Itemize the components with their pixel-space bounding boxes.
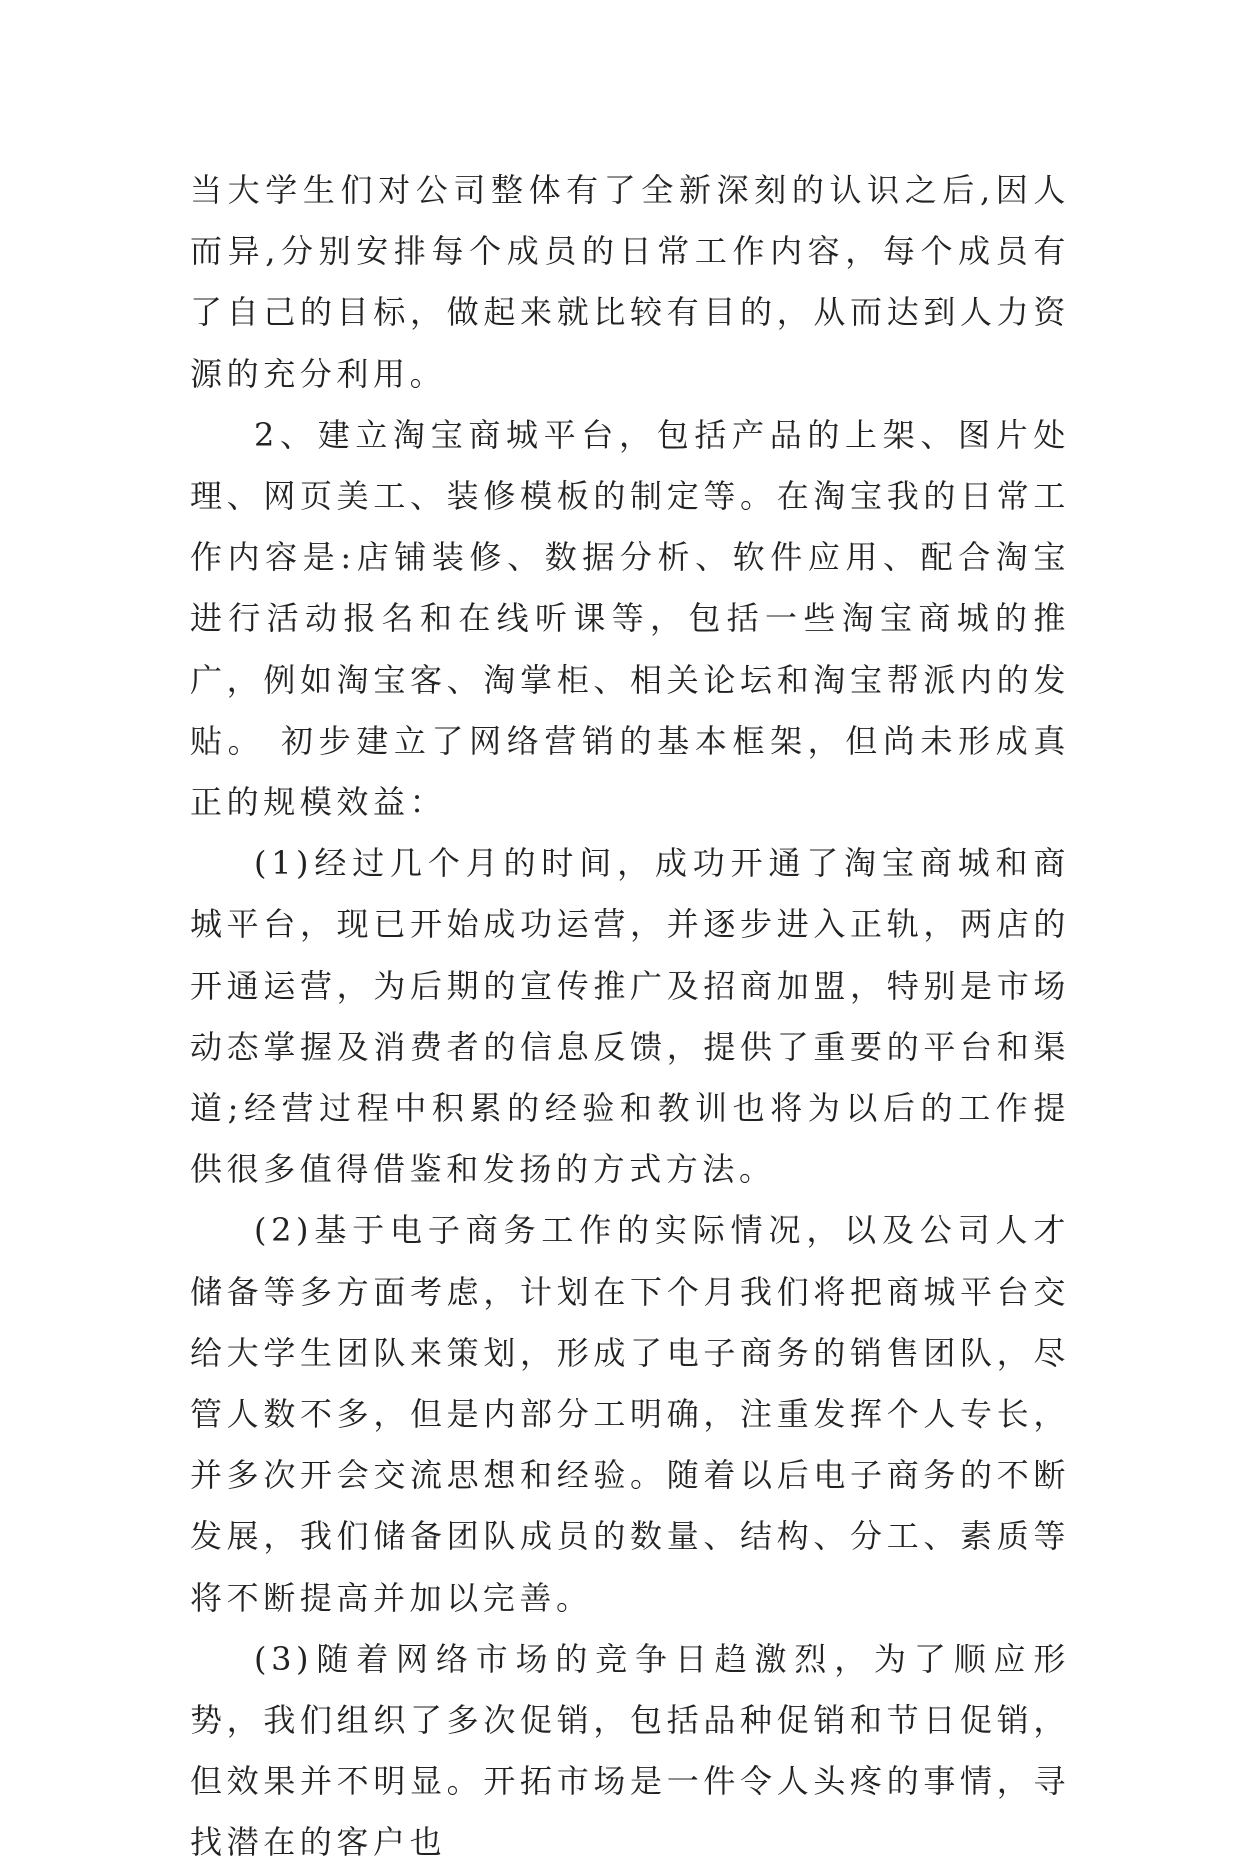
paragraph-subitem-2: (2)基于电子商务工作的实际情况，以及公司人才储备等多方面考虑，计划在下个月我们将把商城平台交给大学生团队来策划，形成了电子商务的销售团队，尽管人数不多，但是内部分工明确，注重发挥个人专长，并多次开会交流思想和经验。随着以后电子商务的不断发展，我们储备团队成员的数量、结构、分工、素质等将不断提高并加以完善。 [190, 1211, 1070, 1617]
paragraph-subitem-3: (3)随着网络市场的竞争日趋激烈，为了顺应形势，我们组织了多次促销，包括品种促销和节日促销，但效果并不明显。开拓市场是一件令人头疼的事情，寻找潜在的客户也 [190, 1639, 1070, 1862]
paragraph-item-2: 2、建立淘宝商城平台，包括产品的上架、图片处理、网页美工、装修模板的制定等。在淘宝我的日常工作内容是:店铺装修、数据分析、软件应用、配合淘宝进行活动报名和在线听课等，包括一些淘宝商城的推广，例如淘宝客、淘掌柜、相关论坛和淘宝帮派内的发贴。 初步建立了网络营销的基本框架，但尚未形成真正的规模效益： [190, 415, 1070, 822]
paragraph-continuation: 当大学生们对公司整体有了全新深刻的认识之后,因人而异,分别安排每个成员的日常工作内容，每个成员有了自己的目标，做起来就比较有目的，从而达到人力资源的充分利用。 [190, 171, 1070, 393]
paragraph-subitem-1: (1)经过几个月的时间，成功开通了淘宝商城和商城平台，现已开始成功运营，并逐步进入正轨，两店的开通运营，为后期的宣传推广及招商加盟，特别是市场动态掌握及消费者的信息反馈，提供了重要的平台和渠道;经营过程中积累的经验和教训也将为以后的工作提供很多值得借鉴和发扬的方式方法。 [190, 844, 1070, 1189]
document-body [190, 160, 1070, 1874]
